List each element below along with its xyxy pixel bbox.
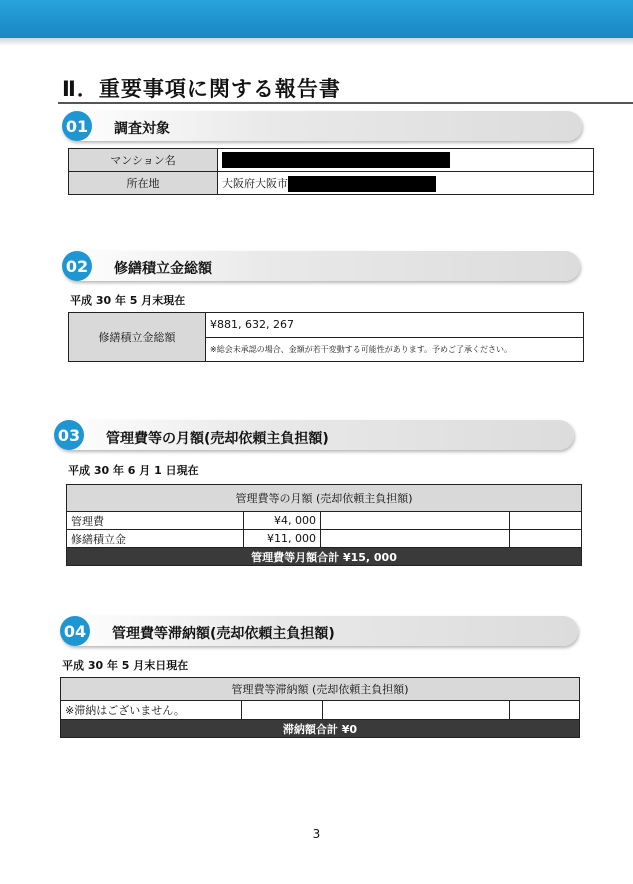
table-row	[69, 313, 584, 338]
arrears-header: 管理費等滞納額 (売却依頼主負担額)	[61, 678, 580, 701]
table-row	[61, 678, 580, 701]
management-fee-label: 管理費	[67, 512, 244, 530]
monthly-fee-header: 管理費等の月額 (売却依頼主負担額)	[67, 485, 582, 512]
arrears-row-text: ※滞納はございません。	[61, 701, 242, 720]
address-value	[218, 172, 594, 195]
section-02-date: 平成 30 年 5 月末現在	[70, 294, 186, 307]
arrears-total: 滞納額合計 ¥0	[61, 720, 580, 738]
reserve-fund-label: 修繕積立金総額	[69, 313, 206, 362]
page-number: 3	[312, 827, 321, 841]
page-title: Ⅱ．重要事項に関する報告書	[62, 77, 341, 101]
section-04-date: 平成 30 年 5 月末日現在	[62, 659, 189, 672]
section-03-date: 平成 30 年 6 月 1 日現在	[68, 464, 199, 477]
repair-reserve-value: ¥11, 000	[244, 530, 321, 548]
management-fee-value: ¥4, 000	[244, 512, 321, 530]
table-row	[67, 548, 582, 566]
monthly-fee-total: 管理費等月額合計 ¥15, 000	[67, 548, 582, 566]
section-02-badge: 02	[62, 251, 92, 281]
mansion-name-value	[218, 149, 594, 172]
section-04-title: 管理費等滞納額(売却依頼主負担額)	[112, 626, 335, 642]
table-row	[67, 485, 582, 512]
address-text: 大阪府大阪市	[222, 176, 288, 190]
redaction-block	[222, 152, 450, 168]
title-divider	[58, 102, 633, 104]
section-02-title: 修繕積立金総額	[114, 261, 212, 277]
section-03-badge: 03	[54, 420, 84, 450]
address-label: 所在地	[69, 172, 218, 195]
table-row	[67, 530, 582, 548]
mansion-name-label: マンション名	[69, 149, 218, 172]
table-row	[61, 720, 580, 738]
section-04-badge: 04	[60, 616, 90, 646]
section-01-badge: 01	[62, 111, 92, 141]
repair-reserve-label: 修繕積立金	[67, 530, 244, 548]
reserve-fund-note: ※総会未承認の場合、金額が若干変動する可能性があります。予めご了承ください。	[206, 337, 584, 362]
top-banner	[0, 0, 633, 38]
table-row	[61, 701, 580, 720]
top-banner-shadow	[0, 38, 633, 46]
monthly-fee-table	[66, 484, 582, 566]
reserve-fund-amount: ¥881, 632, 267	[206, 313, 584, 338]
property-table	[68, 148, 594, 195]
arrears-table	[60, 677, 580, 738]
section-01-title: 調査対象	[114, 121, 170, 137]
table-row	[69, 172, 594, 195]
table-row	[69, 149, 594, 172]
redaction-block	[288, 176, 436, 192]
reserve-fund-table	[68, 312, 584, 362]
table-row	[67, 512, 582, 530]
section-03-title: 管理費等の月額(売却依頼主負担額)	[106, 431, 329, 447]
